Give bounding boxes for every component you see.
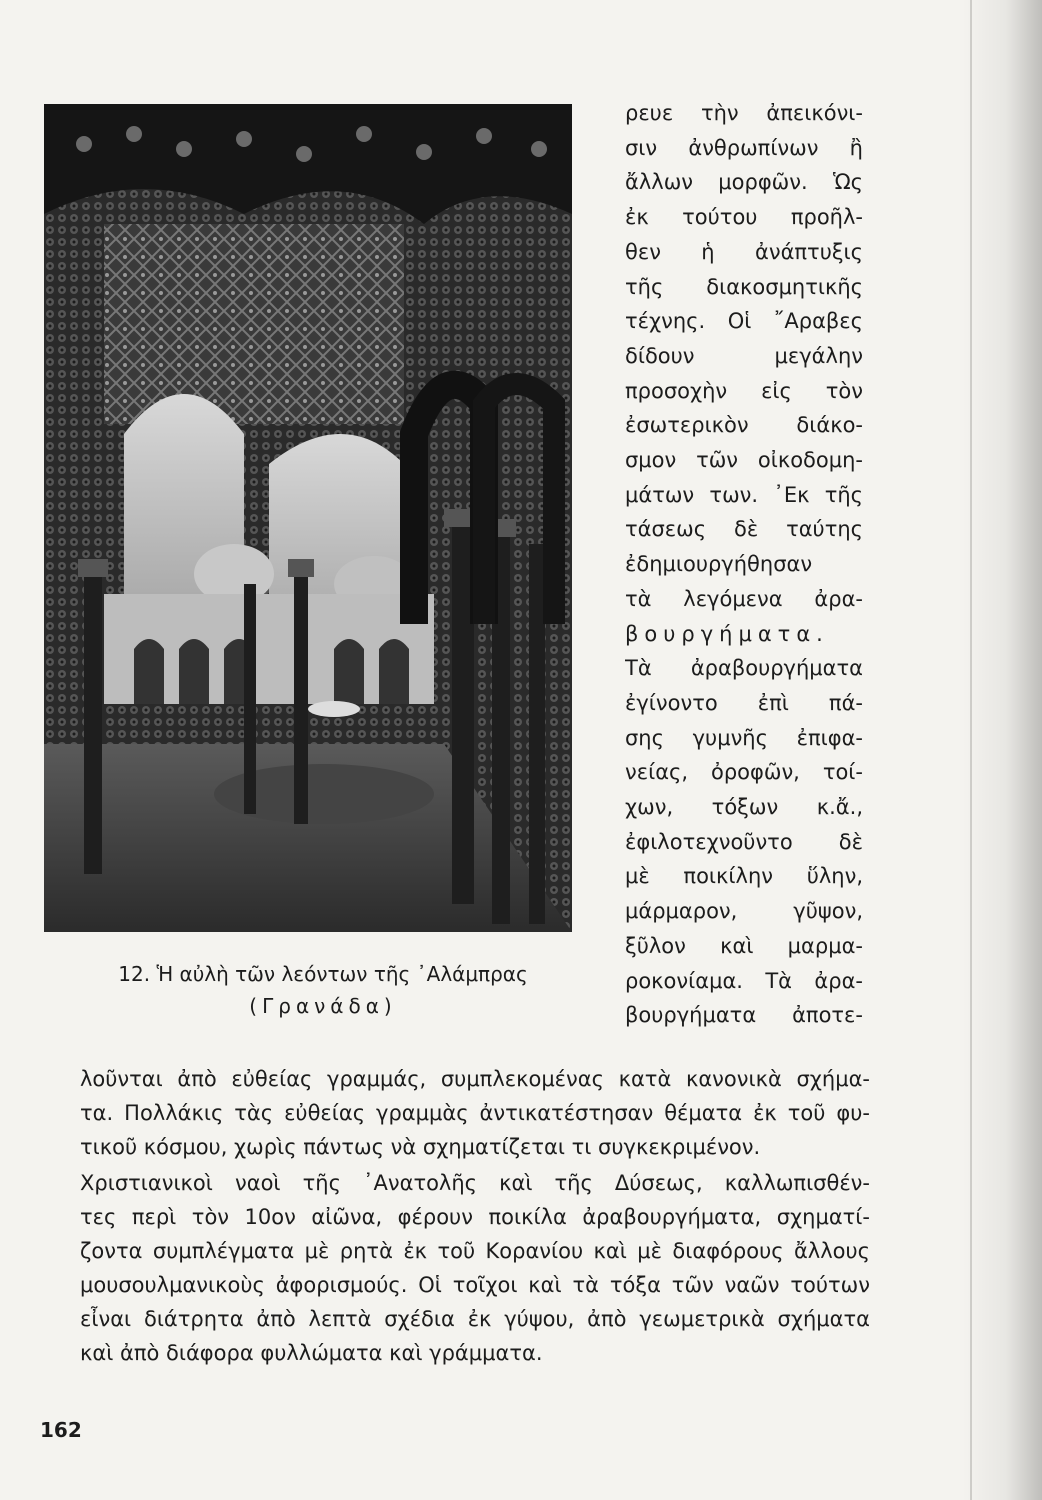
page-number: 162	[40, 1418, 82, 1442]
paragraph-line: τα. Πολλάκις τὰς εὐθείας γραμμὰς ἀντικατέστησαν θέματα ἐκ τοῦ φυ-	[80, 1101, 870, 1125]
figure-number: 12.	[118, 962, 151, 986]
column-line: σμον τῶν οἰκοδομη-	[625, 448, 863, 473]
page-gutter-line	[970, 0, 972, 1500]
column-line: ἐκ τούτου προῆλ-	[625, 205, 863, 230]
side-column-text	[625, 96, 863, 1033]
column-line: τῆς διακοσμητικῆς	[625, 274, 863, 299]
column-line: τὰ λεγόμενα ἀρα-	[625, 586, 863, 611]
column-line: ἄλλων μορφῶν. Ὡς	[625, 170, 863, 195]
column-line: θεν ἡ ἀνάπτυξις	[625, 239, 863, 264]
column-line: μάτων των. ᾿Εκ τῆς	[625, 482, 863, 507]
column-line: προσοχὴν εἰς τὸν	[625, 378, 863, 403]
column-line: τέχνης. Οἱ ῎Αραβες	[625, 309, 863, 334]
column-line: χων, τόξων κ.ἄ.,	[625, 795, 863, 820]
paragraph-line: λοῦνται ἀπὸ εὐθείας γραμμάς, συμπλεκομένας κατὰ κανονικὰ σχήμα-	[80, 1067, 870, 1091]
column-line: δίδουν μεγάλην	[625, 343, 863, 368]
column-line: μάρμαρον, γῦψον,	[625, 899, 863, 924]
column-line: ξῦλον καὶ μαρμα-	[625, 933, 863, 958]
column-line: Τὰ ἀραβουργήματα	[625, 656, 863, 681]
figure-caption-line1: Ἡ αὐλὴ τῶν λεόντων τῆς ᾿Αλάμπρας	[156, 962, 528, 986]
paragraph-line: Χριστιανικοὶ ναοὶ τῆς ᾿Ανατολῆς καὶ τῆς Δύσεως, καλλωπισθέν-	[80, 1171, 870, 1195]
column-line: βουργήματα ἀποτε-	[625, 1003, 863, 1028]
paragraph-1	[80, 1062, 870, 1164]
paragraph-line: ζοντα συμπλέγματα μὲ ρητὰ ἐκ τοῦ Κορανίου καὶ μὲ διαφόρους ἄλλους	[80, 1239, 870, 1263]
column-line: ἐσωτερικὸν διάκο-	[625, 413, 863, 438]
alhambra-photo	[44, 104, 572, 932]
column-line: ἐδημιουργήθησαν	[625, 552, 813, 577]
column-line: ἐφιλοτεχνοῦντο δὲ	[625, 829, 863, 854]
page-edge-shadow	[962, 0, 1042, 1500]
figure-caption-line2: (Γρανάδα)	[249, 994, 397, 1018]
column-line: βουργήματα.	[625, 621, 829, 646]
paragraph-line: τικοῦ κόσμου, χωρὶς πάντως νὰ σχηματίζεται τι συγκεκριμένον.	[80, 1135, 761, 1159]
column-line: σιν ἀνθρωπίνων ἢ	[625, 135, 863, 160]
figure-caption	[40, 958, 606, 1022]
paragraph-line: καὶ ἀπὸ διάφορα φυλλώματα καὶ γράμματα.	[80, 1341, 543, 1365]
paragraph-line: εἶναι διάτρητα ἀπὸ λεπτὰ σχέδια ἐκ γύψου, ἀπὸ γεωμετρικὰ σχήματα	[80, 1307, 870, 1331]
paragraph-2	[80, 1166, 870, 1370]
column-line: ρευε τὴν ἀπεικόνι-	[625, 101, 863, 125]
column-line: νείας, ὀροφῶν, τοί-	[625, 760, 863, 785]
column-line: ἐγίνοντο ἐπὶ πά-	[625, 690, 863, 715]
paragraph-line: τες περὶ τὸν 10ον αἰῶνα, φέρουν ποικίλα ἀραβουργήματα, σχηματί-	[80, 1205, 870, 1229]
column-line: μὲ ποικίλην ὕλην,	[625, 864, 863, 889]
paragraph-line: μουσουλμανικοὺς ἀφορισμούς. Οἱ τοῖχοι καὶ τὰ τόξα τῶν ναῶν τούτων	[80, 1273, 870, 1297]
column-line: τάσεως δὲ ταύτης	[625, 517, 863, 542]
photo-illustration	[44, 104, 572, 932]
column-line: ροκονίαμα. Τὰ ἀρα-	[625, 968, 863, 993]
column-line: σης γυμνῆς ἐπιφα-	[625, 725, 863, 750]
